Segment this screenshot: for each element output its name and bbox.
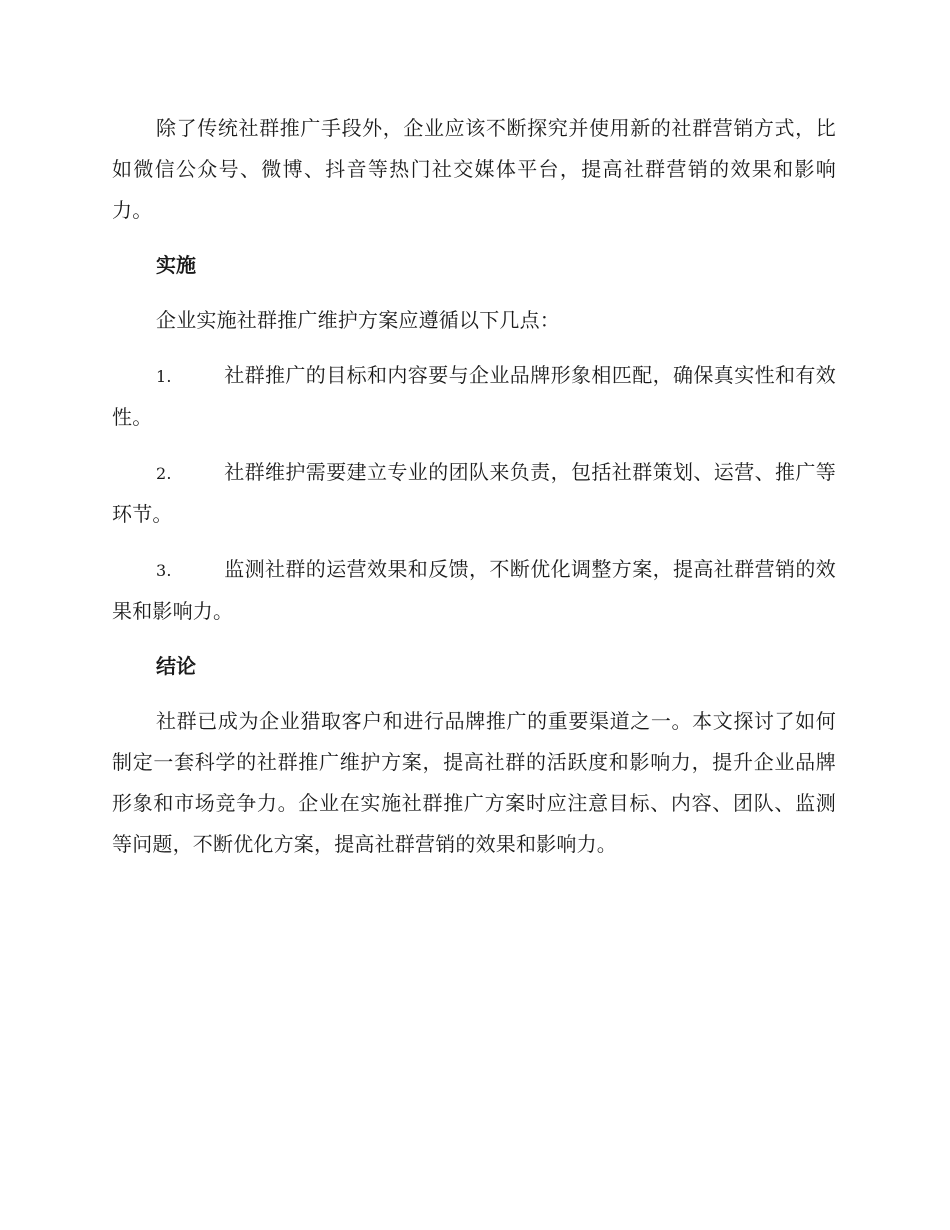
list-item	[112, 452, 836, 535]
conclusion-paragraph: 社群已成为企业猎取客户和进行品牌推广的重要渠道之一。本文探讨了如何制定一套科学的社群推广维护方案，提高社群的活跃度和影响力，提升企业品牌形象和市场竞争力。企业在实施社群推广方案时应注意目标、内容、团队、监测等问题，不断优化方案，提高社群营销的效果和影响力。	[112, 709, 836, 856]
list-number: 1.	[156, 367, 172, 386]
document-page	[112, 108, 836, 879]
list-item	[112, 355, 836, 438]
list-number: 3.	[156, 561, 172, 580]
list-text: 社群推广的目标和内容要与企业品牌形象相匹配，确保真实性和有效性。	[112, 363, 836, 429]
list-text: 监测社群的运营效果和反馈，不断优化调整方案，提高社群营销的效果和影响力。	[112, 557, 836, 623]
list-text: 社群维护需要建立专业的团队来负责，包括社群策划、运营、推广等环节。	[112, 460, 836, 526]
intro-paragraph: 除了传统社群推广手段外，企业应该不断探究并使用新的社群营销方式，比如微信公众号、微博、抖音等热门社交媒体平台，提高社群营销的效果和影响力。	[112, 116, 836, 222]
section-heading-conclusion: 结论	[156, 654, 196, 678]
list-number: 2.	[156, 464, 172, 483]
section-heading-implementation: 实施	[156, 253, 196, 277]
list-item	[112, 549, 836, 632]
implementation-lead: 企业实施社群推广维护方案应遵循以下几点：	[156, 308, 560, 332]
